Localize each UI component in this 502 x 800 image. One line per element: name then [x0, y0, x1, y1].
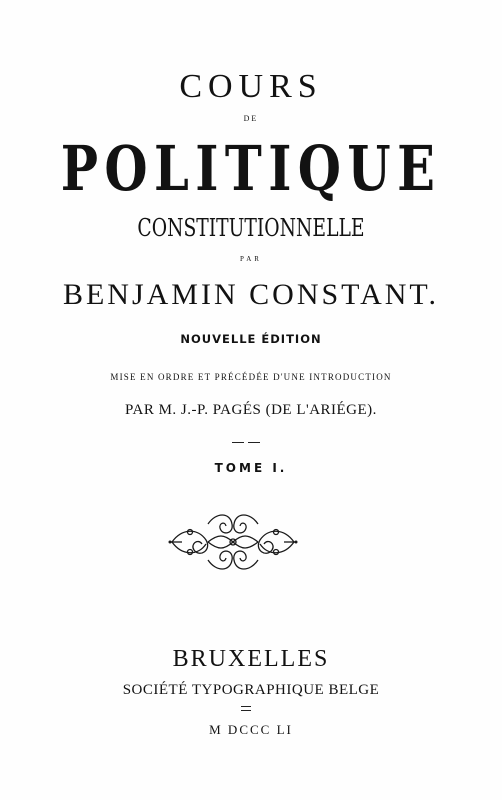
title-line-constitutionnelle: CONSTITUTIONNELLE [137, 214, 365, 242]
scrollwork-vignette-icon [168, 510, 298, 574]
edition-statement: NOUVELLE ÉDITION [180, 332, 322, 346]
title-line-cours: COURS [179, 68, 323, 105]
editor-credit: PAR M. J.-P. PAGÉS (DE L'ARIÉGE). [125, 402, 377, 418]
connector-par: PAR [240, 255, 262, 263]
volume-number: TOME I. [214, 461, 288, 475]
divider-rule-upper-2 [248, 442, 260, 443]
subtitle-introduction: MISE EN ORDRE ET PRÉCÉDÉE D'UNE INTRODUCTION [110, 372, 392, 382]
connector-de: DE [243, 114, 259, 123]
divider-rule-lower-1 [241, 706, 251, 707]
imprint-year: M DCCC LI [209, 722, 293, 737]
divider-rule-lower-2 [241, 710, 251, 711]
author-name: BENJAMIN CONSTANT. [62, 278, 440, 311]
title-main-politique: POLITIQUE [60, 132, 442, 205]
divider-rule-upper-1 [232, 442, 244, 443]
imprint-publisher: SOCIÉTÉ TYPOGRAPHIQUE BELGE [122, 682, 380, 698]
imprint-place: BRUXELLES [172, 646, 330, 672]
